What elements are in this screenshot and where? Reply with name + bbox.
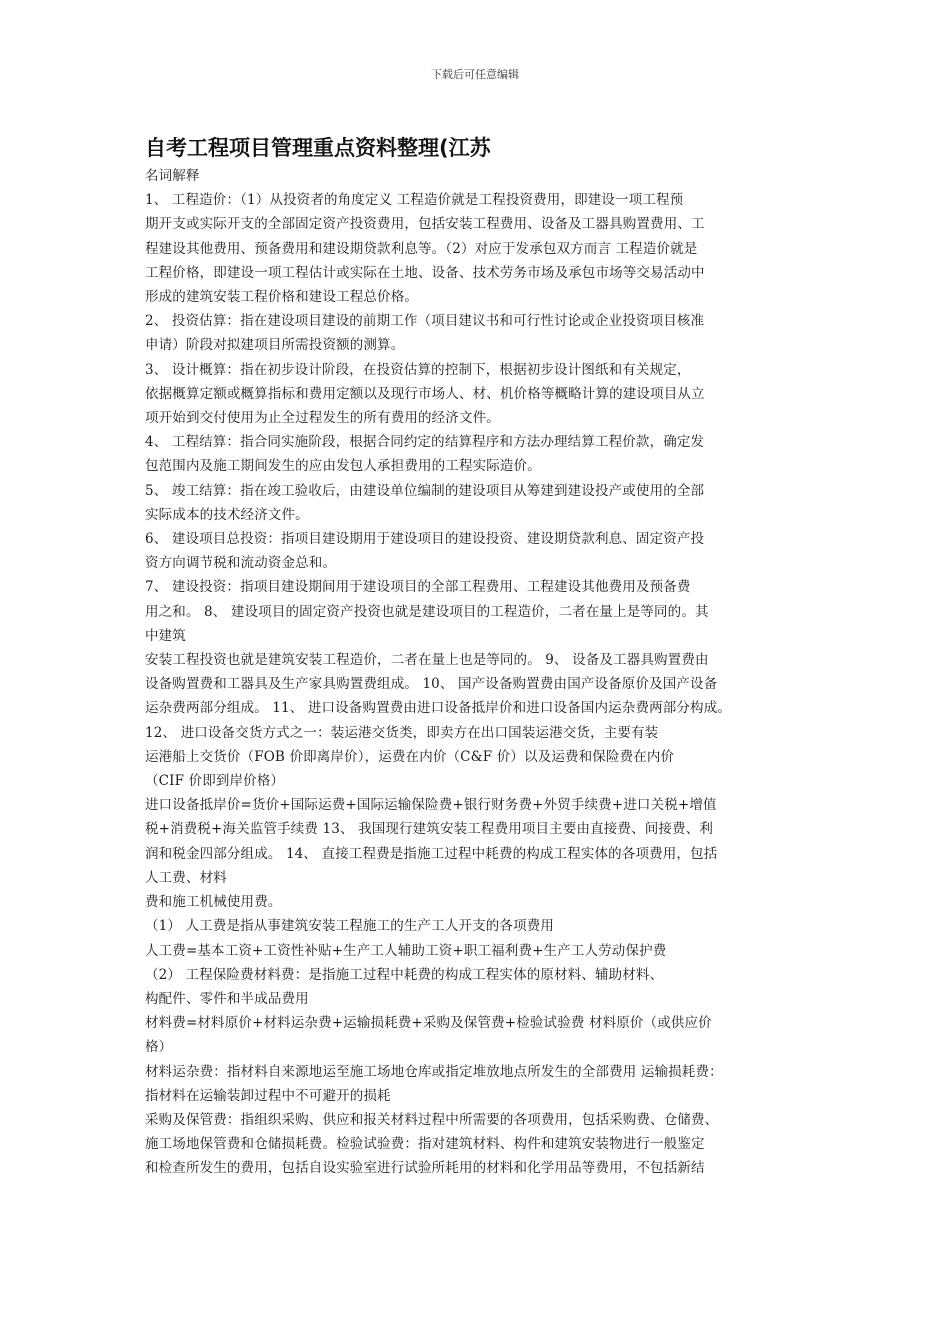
text-line: 12、 进口设备交货方式之一：装运港交货类，即卖方在出口国装运港交货，主要有装 — [145, 724, 659, 741]
page-header: 下载后可任意编辑 — [431, 68, 519, 81]
text-line: 4、 工程结算：指合同实施阶段，根据合同约定的结算程序和方法办理结算工程价款，确定发 — [145, 434, 705, 451]
text-line: 申请）阶段对拟建项目所需投资额的测算。 — [145, 337, 405, 354]
text-line: 运港船上交货价（FOB 价即离岸价），运费在内价（C&F 价）以及运费和保险费在内价 — [145, 748, 675, 765]
text-line: 用之和。 8、 建设项目的固定资产投资也就是建设项目的工程造价，二者在量上是等同的。其 — [145, 603, 709, 620]
document-body — [145, 132, 820, 1181]
text-line: 依据概算定额或概算指标和费用定额以及现行市场人、材、机价格等概略计算的建设项目从立 — [145, 385, 705, 402]
text-line: 格） — [145, 1039, 173, 1056]
text-line: 工程价格，即建设一项工程估计或实际在土地、设备、技术劳务市场及承包市场等交易活动中 — [145, 264, 705, 281]
text-line: 中建筑 — [145, 627, 186, 644]
text-line: （1） 人工费是指从事建筑安装工程施工的生产工人开支的各项费用 — [145, 918, 555, 935]
text-line: 施工场地保管费和仓储损耗费。检验试验费：指对建筑材料、构件和建筑安装物进行一般鉴定 — [145, 1136, 705, 1153]
text-line: 实际成本的技术经济文件。 — [145, 506, 309, 523]
text-line: 程建设其他费用、预备费用和建设期贷款利息等。（2）对应于发承包双方而言 工程造价就是 — [145, 240, 698, 257]
text-line: 和检查所发生的费用，包括自设实验室进行试验所耗用的材料和化学用品等费用，不包括新结 — [145, 1160, 705, 1177]
text-line: 形成的建筑安装工程价格和建设工程总价格。 — [145, 289, 418, 306]
text-line: 运杂费两部分组成。 11、 进口设备购置费由进口设备抵岸价和进口设备国内运杂费两部分构成。 — [145, 700, 732, 717]
text-line: 构配件、零件和半成品费用 — [145, 990, 309, 1007]
section-heading: 名词解释 — [145, 168, 200, 184]
text-line: 3、 设计概算：指在初步设计阶段，在投资估算的控制下，根据初步设计图纸和有关规定， — [145, 361, 691, 378]
text-line: 材料费=材料原价+材料运杂费+运输损耗费+采购及保管费+检验试验费 材料原价（或供应价 — [145, 1015, 712, 1032]
text-line: 税+消费税+海关监管手续费 13、 我国现行建筑安装工程费用项目主要由直接费、间接费、利 — [145, 821, 713, 838]
document-text — [145, 164, 820, 1181]
text-line: 5、 竣工结算：指在竣工验收后，由建设单位编制的建设项目从筹建到建设投产或使用的全部 — [145, 482, 705, 499]
text-line: 包范围内及施工期间发生的应由发包人承担费用的工程实际造价。 — [145, 458, 541, 475]
text-line: 人工费、材料 — [145, 869, 227, 886]
text-line: 费和施工机械使用费。 — [145, 894, 282, 911]
text-line: 资方向调节税和流动资金总和。 — [145, 555, 337, 572]
text-line: 安装工程投资也就是建筑安装工程造价，二者在量上也是等同的。 9、 设备及工器具购置费由 — [145, 652, 709, 669]
text-line: （2） 工程保险费材料费：是指施工过程中耗费的构成工程实体的原材料、辅助材料、 — [145, 966, 664, 983]
text-line: 项开始到交付使用为止全过程发生的所有费用的经济文件。 — [145, 410, 500, 427]
text-line: 期开支或实际开支的全部固定资产投资费用，包括安装工程费用、设备及工器具购置费用、工 — [145, 216, 705, 233]
text-line: 采购及保管费：指组织采购、供应和报关材料过程中所需要的各项费用，包括采购费、仓储费、 — [145, 1111, 719, 1128]
text-line: 设备购置费和工器具及生产家具购置费组成。 10、 国产设备购置费由国产设备原价及国产设备 — [145, 676, 718, 693]
text-line: （CIF 价即到岸价格） — [145, 773, 285, 790]
text-line: 2、 投资估算：指在建设项目建设的前期工作（项目建议书和可行性讨论或企业投资项目核准 — [145, 313, 705, 330]
text-line: 进口设备抵岸价=货价+国际运费+国际运输保险费+银行财务费+外贸手续费+进口关税+增值 — [145, 797, 717, 814]
text-line: 7、 建设投资：指项目建设期间用于建设项目的全部工程费用、工程建设其他费用及预备费 — [145, 579, 691, 596]
text-line: 材料运杂费：指材料自来源地运至施工场地仓库或指定堆放地点所发生的全部费用 运输损耗费： — [145, 1063, 723, 1080]
text-line: 人工费=基本工资+工资性补贴+生产工人辅助工资+职工福利费+生产工人劳动保护费 — [145, 942, 667, 959]
text-line: 1、 工程造价：（1）从投资者的角度定义 工程造价就是工程投资费用，即建设一项工程预 — [145, 192, 684, 209]
text-line: 6、 建设项目总投资：指项目建设期用于建设项目的建设投资、建设期贷款利息、固定资产投 — [145, 531, 705, 548]
document-title: 自考工程项目管理重点资料整理(江苏 — [145, 136, 491, 160]
text-line: 润和税金四部分组成。 14、 直接工程费是指施工过程中耗费的构成工程实体的各项费用，包括 — [145, 845, 718, 862]
text-line: 指材料在运输装卸过程中不可避开的损耗 — [145, 1087, 391, 1104]
